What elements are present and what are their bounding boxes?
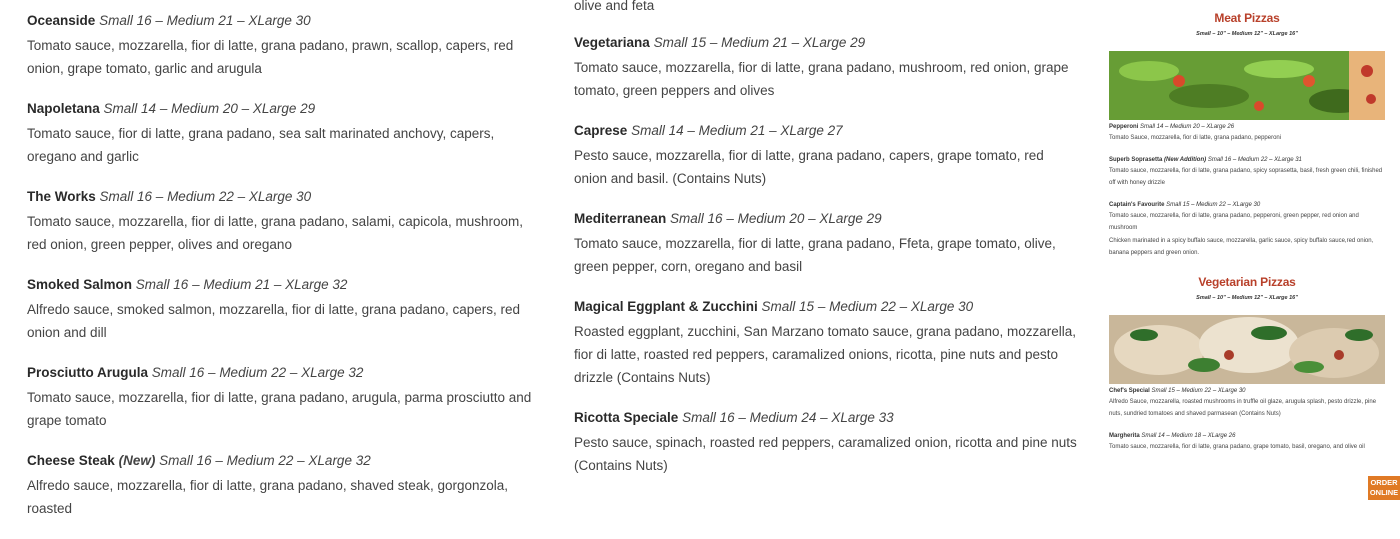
sidebar-menu-item	[1109, 387, 1385, 421]
menu-item	[574, 33, 1079, 102]
item-sizes: Small 14 – Medium 20 – XLarge 29	[103, 101, 316, 116]
order-online-line1: ORDER	[1370, 478, 1398, 487]
item-sizes: Small 16 – Medium 22 – XLarge 32	[159, 453, 371, 468]
item-sizes: Small 14 – Medium 18 – XLarge 26	[1141, 432, 1236, 439]
item-name: Superb Soprasetta	[1109, 156, 1163, 163]
item-sizes: Small 15 – Medium 21 – XLarge 29	[653, 35, 866, 50]
item-sizes: Small 16 – Medium 22 – XLarge 32	[151, 365, 364, 380]
menu-item	[574, 209, 1079, 278]
item-name: Caprese	[574, 123, 628, 138]
menu-item	[27, 11, 537, 80]
item-sizes: Small 16 – Medium 21 – XLarge 30	[99, 13, 311, 28]
item-description: Pesto sauce, mozzarella, fior di latte, grana padano, capers, grape tomato, red onion and basil. (Contains Nuts)	[574, 148, 1044, 186]
menu-item	[574, 297, 1079, 389]
item-name: Prosciutto Arugula	[27, 365, 149, 380]
item-description: Alfredo sauce, smoked salmon, mozzarella, fior di latte, grana padano, capers, red onion and dill	[27, 302, 521, 340]
sidebar-menu-item	[1109, 123, 1385, 145]
item-new-tag: (New Addition)	[1164, 156, 1207, 163]
item-name: Oceanside	[27, 13, 96, 28]
item-description: Tomato sauce, fior di latte, grana padano, sea salt marinated anchovy, capers, oregano and garlic	[27, 126, 495, 164]
item-description: Tomato sauce, mozzarella, fior di latte, grana padano, Ffeta, grape tomato, olive, green pepper, corn, oregano and basil	[574, 236, 1056, 274]
item-description: Tomato sauce, mozzarella, fior di latte, grana padano, spicy soprasetta, basil, fresh green chili, finished off with honey drizzle	[1109, 167, 1383, 186]
menu-item	[27, 363, 537, 432]
item-sizes: Small 15 – Medium 22 – XLarge 30	[1166, 201, 1261, 208]
item-sizes: Small 14 – Medium 21 – XLarge 27	[631, 123, 843, 138]
middle-menu-column	[574, 0, 1079, 496]
vegetarian-pizza-photo	[1109, 315, 1385, 384]
item-sizes: Small 16 – Medium 21 – XLarge 32	[135, 277, 348, 292]
order-online-line2: ONLINE	[1369, 488, 1399, 497]
item-description: Tomato sauce, mozzarella, fior di latte, grana padano, pepperoni, green pepper, red onion and mushroom	[1109, 212, 1359, 231]
item-description: Tomato sauce, mozzarella, fior di latte, grana padano, prawn, scallop, capers, red onion, grape tomato, garlic and arugula	[27, 38, 514, 76]
item-name: Cheese Steak	[27, 453, 115, 468]
menu-item	[27, 187, 537, 256]
item-name: Napoletana	[27, 101, 100, 116]
item-description: Alfredo sauce, mozzarella, fior di latte, grana padano, shaved steak, gorgonzola, roasted	[27, 478, 509, 516]
sidebar-menu-item	[1109, 432, 1385, 454]
item-sizes: Small 16 – Medium 22 – XLarge 31	[1207, 156, 1302, 163]
item-name: Magical Eggplant & Zucchini	[574, 299, 758, 314]
sidebar-menu-item	[1109, 201, 1385, 260]
menu-item	[574, 408, 1079, 477]
item-name: Captain's Favourite	[1109, 201, 1165, 208]
item-sizes: Small 15 – Medium 22 – XLarge 30	[761, 299, 974, 314]
item-name: Mediterranean	[574, 211, 667, 226]
item-description: Tomato sauce, mozzarella, fior di latte, grana padano, arugula, parma prosciutto and grape tomato	[27, 390, 532, 428]
item-name: Vegetariana	[574, 35, 650, 50]
item-sizes: Small 15 – Medium 22 – XLarge 30	[1151, 387, 1246, 394]
item-sizes: Small 16 – Medium 22 – XLarge 30	[99, 189, 312, 204]
left-menu-column	[27, 11, 537, 539]
item-new-tag: (New)	[118, 453, 156, 468]
item-description: Alfredo Sauce, mozzarella, roasted mushrooms in truffle oil glaze, arugula splash, pesto drizzle, pine nuts, sundried tomatoes and shaved parmasean (Contains Nuts)	[1109, 398, 1377, 417]
vegetarian-pizzas-title: Vegetarian Pizzas	[1198, 274, 1296, 289]
menu-item	[27, 451, 537, 520]
item-name: Chef's Special	[1109, 387, 1150, 394]
menu-item	[27, 275, 537, 344]
vegetarian-pizzas-sizes: Small – 10" – Medium 12" – XLarge 16"	[1196, 294, 1298, 301]
sidebar-menu	[1109, 11, 1385, 453]
item-name: Ricotta Speciale	[574, 410, 679, 425]
item-name: The Works	[27, 189, 96, 204]
item-sizes: Small 16 – Medium 20 – XLarge 29	[670, 211, 882, 226]
item-description: Chicken marinated in a spicy buffalo sauce, mozzarella, garlic sauce, spicy buffalo sauce,red onion, banana peppers and green onion.	[1109, 237, 1374, 256]
menu-item	[27, 99, 537, 168]
meat-pizzas-sizes: Small – 10" – Medium 12" – XLarge 16"	[1196, 31, 1298, 37]
item-description: Tomato sauce, mozzarella, fior di latte, grana padano, salami, capicola, mushroom, red onion, green pepper, olives and oregano	[27, 214, 523, 252]
item-description: Tomato sauce, mozzarella, fior di latte, grana padano, grape tomato, basil, oregano, and olive oil	[1109, 443, 1365, 450]
item-name: Margherita	[1109, 432, 1140, 439]
order-online-button[interactable]	[1368, 476, 1400, 500]
menu-item	[574, 121, 1079, 190]
item-sizes: Small 14 – Medium 20 – XLarge 26	[1140, 124, 1235, 130]
meat-pizza-photo	[1109, 51, 1385, 120]
item-name: Pepperoni	[1109, 124, 1139, 130]
item-sizes: Small 16 – Medium 24 – XLarge 33	[682, 410, 894, 425]
item-description-fragment: olive and feta	[574, 0, 655, 13]
item-description: Tomato Sauce, mozzarella, fior di latte, grana padano, pepperoni	[1109, 135, 1282, 141]
item-name: Smoked Salmon	[27, 277, 133, 292]
meat-pizzas-title: Meat Pizzas	[1214, 11, 1280, 25]
item-description: Roasted eggplant, zucchini, San Marzano tomato sauce, grana padano, mozzarella, fior di latte, roasted red peppers, caramalized onions, ricotta, pine nuts and pesto drizzle (Contains Nuts)	[574, 324, 1077, 385]
item-description: Tomato sauce, mozzarella, fior di latte, grana padano, mushroom, red onion, grape tomato, green peppers and olives	[574, 60, 1069, 98]
sidebar-menu-item	[1109, 156, 1385, 190]
item-description: Pesto sauce, spinach, roasted red peppers, caramalized onion, ricotta and pine nuts (Contains Nuts)	[574, 435, 1077, 473]
